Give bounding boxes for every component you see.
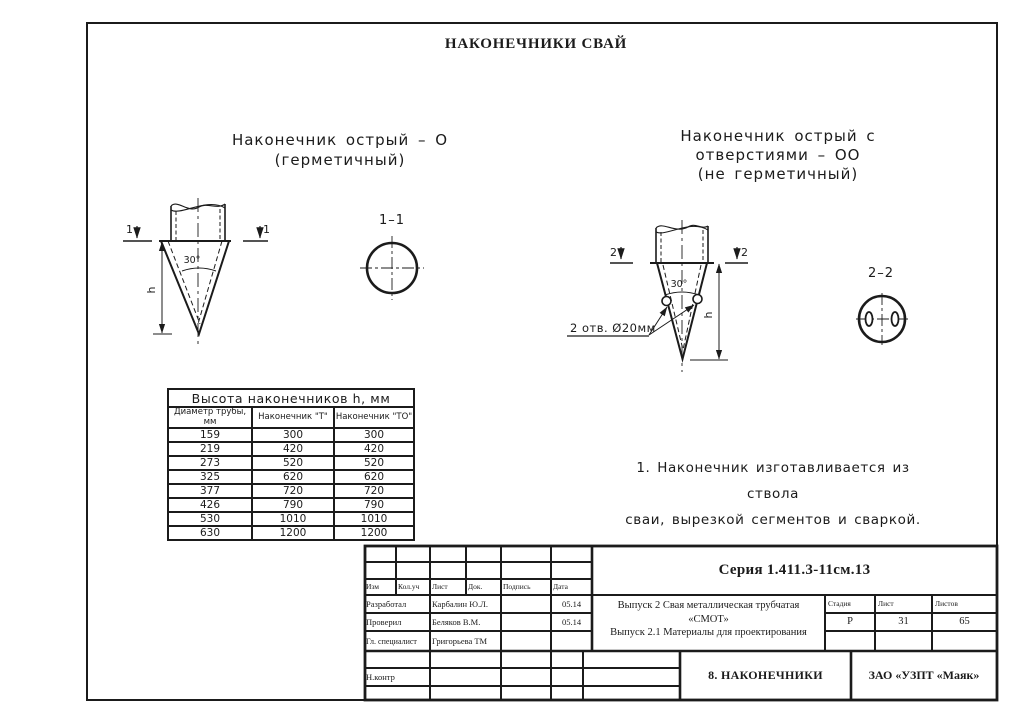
- figure-right-caption-line1: Наконечник острый с: [680, 127, 876, 145]
- table-cell: 790: [252, 498, 334, 512]
- figure-left-caption-line2: (герметичный): [274, 151, 406, 169]
- table-cell: 1010: [334, 512, 414, 526]
- table-cell: 1010: [252, 512, 334, 526]
- table-cell: 790: [334, 498, 414, 512]
- table-row: [168, 498, 414, 512]
- note-line1: 1. Наконечник изготавливается из ствола: [636, 460, 910, 502]
- angle-dimension-right: [665, 292, 699, 295]
- height-table-header: Наконечник "ТО": [334, 407, 414, 428]
- table-row: [168, 470, 414, 484]
- holes-callout-label: 2 отв. Ø20мм: [570, 321, 656, 335]
- table-row: [168, 442, 414, 456]
- section-hole-left: [866, 312, 873, 326]
- document-name-line1: Выпуск 2 Свая металлическая трубчатая: [617, 600, 800, 611]
- table-cell: 325: [168, 470, 252, 484]
- table-cell: 300: [252, 428, 334, 442]
- sign-date: 05.14: [561, 599, 582, 609]
- change-col-dok: Док.: [468, 582, 483, 591]
- figure-right-drawing: [567, 220, 908, 372]
- document-name-line2: «СМОТ»: [688, 613, 729, 625]
- section-mark-1-left: 1: [126, 223, 133, 236]
- sign-role: Гл. специалист: [366, 637, 417, 646]
- table-cell: 1200: [252, 526, 334, 540]
- table-cell: 520: [252, 456, 334, 470]
- sheets-label: Листов: [935, 599, 958, 608]
- table-cell: 520: [334, 456, 414, 470]
- section-hole-right: [892, 312, 899, 326]
- cone-outline-right: [650, 220, 714, 372]
- section-view-2-2: [856, 293, 908, 345]
- table-cell: 420: [252, 442, 334, 456]
- section-view-label-1-1: 1–1: [378, 213, 406, 228]
- table-row: [168, 512, 414, 526]
- document-name: [594, 599, 823, 640]
- stage-label: Стадия: [828, 599, 851, 608]
- section-mark-2-left: 2: [610, 246, 617, 259]
- change-col-list: Лист: [432, 582, 448, 591]
- section-view-label-2-2: 2–2: [867, 266, 895, 281]
- sign-role: Проверил: [366, 617, 402, 627]
- table-row: [168, 526, 414, 540]
- height-label-left: h: [145, 286, 158, 294]
- height-table-header: Диаметр трубы, мм: [168, 407, 252, 428]
- document-name-line3: Выпуск 2.1 Материалы для проектирования: [610, 627, 807, 638]
- sheet-title: НАКОНЕЧНИКИ СВАЙ: [444, 36, 628, 52]
- table-cell: 620: [252, 470, 334, 484]
- table-cell: 720: [334, 484, 414, 498]
- table-cell: 219: [168, 442, 252, 456]
- figure-right-caption-line2: отверстиями – ОО: [695, 146, 861, 164]
- sign-date: 05.14: [561, 617, 582, 627]
- change-col-izm: Изм: [366, 582, 380, 591]
- angle-label-left: 30°: [183, 255, 201, 266]
- height-table-header: Наконечник "Т": [252, 407, 334, 428]
- change-col-data: Дата: [553, 582, 568, 591]
- table-cell: 620: [334, 470, 414, 484]
- table-cell: 420: [334, 442, 414, 456]
- change-col-koluch: Кол.уч: [398, 582, 420, 591]
- table-row: [168, 456, 414, 470]
- height-table: [167, 388, 415, 541]
- table-cell: 426: [168, 498, 252, 512]
- figure-right-caption-line3: (не герметичный): [697, 165, 859, 183]
- section-cut-marks-left: [123, 226, 268, 241]
- section-mark-2-right: 2: [741, 246, 748, 259]
- stage-value: Р: [847, 616, 853, 627]
- hole-right: [693, 295, 702, 304]
- angle-dimension-left: [182, 268, 216, 271]
- sign-role: Н.контр: [366, 672, 395, 682]
- height-table-title-row: [168, 389, 414, 407]
- table-cell: 530: [168, 512, 252, 526]
- table-cell: 300: [334, 428, 414, 442]
- table-cell: 1200: [334, 526, 414, 540]
- sign-name: Карбалин Ю.Л.: [432, 599, 488, 609]
- angle-label-right: 30°: [670, 279, 688, 290]
- section-cut-marks-right: [610, 247, 748, 263]
- series-number: Серия 1.411.3-11см.13: [718, 562, 871, 578]
- table-row: [168, 484, 414, 498]
- section-title: 8. НАКОНЕЧНИКИ: [708, 668, 823, 682]
- table-cell: 159: [168, 428, 252, 442]
- height-label-right: h: [702, 311, 715, 319]
- note-line2: сваи, вырезкой сегментов и сваркой.: [625, 512, 921, 528]
- table-row: [168, 428, 414, 442]
- sign-role: Разработал: [366, 599, 407, 609]
- table-cell: 630: [168, 526, 252, 540]
- sheet-number: 31: [898, 616, 909, 627]
- sign-name: Беляков В.М.: [432, 617, 481, 627]
- height-table-header-row: [168, 407, 414, 428]
- sheet-label: Лист: [878, 599, 894, 608]
- table-cell: 377: [168, 484, 252, 498]
- change-col-podpis: Подпись: [503, 582, 531, 591]
- table-cell: 273: [168, 456, 252, 470]
- height-table-title: Высота наконечников h, мм: [168, 389, 414, 407]
- hole-left: [662, 297, 671, 306]
- company-name: ЗАО «УЗПТ «Маяк»: [868, 668, 980, 682]
- section-mark-1-right: 1: [263, 223, 270, 236]
- section-view-1-1: [360, 236, 424, 300]
- figure-left-caption-line1: Наконечник острый – О: [231, 131, 449, 149]
- sign-name: Григорьева ТМ: [432, 636, 488, 646]
- table-cell: 720: [252, 484, 334, 498]
- cone-outline-left: [159, 198, 231, 346]
- sheets-total: 65: [959, 616, 970, 627]
